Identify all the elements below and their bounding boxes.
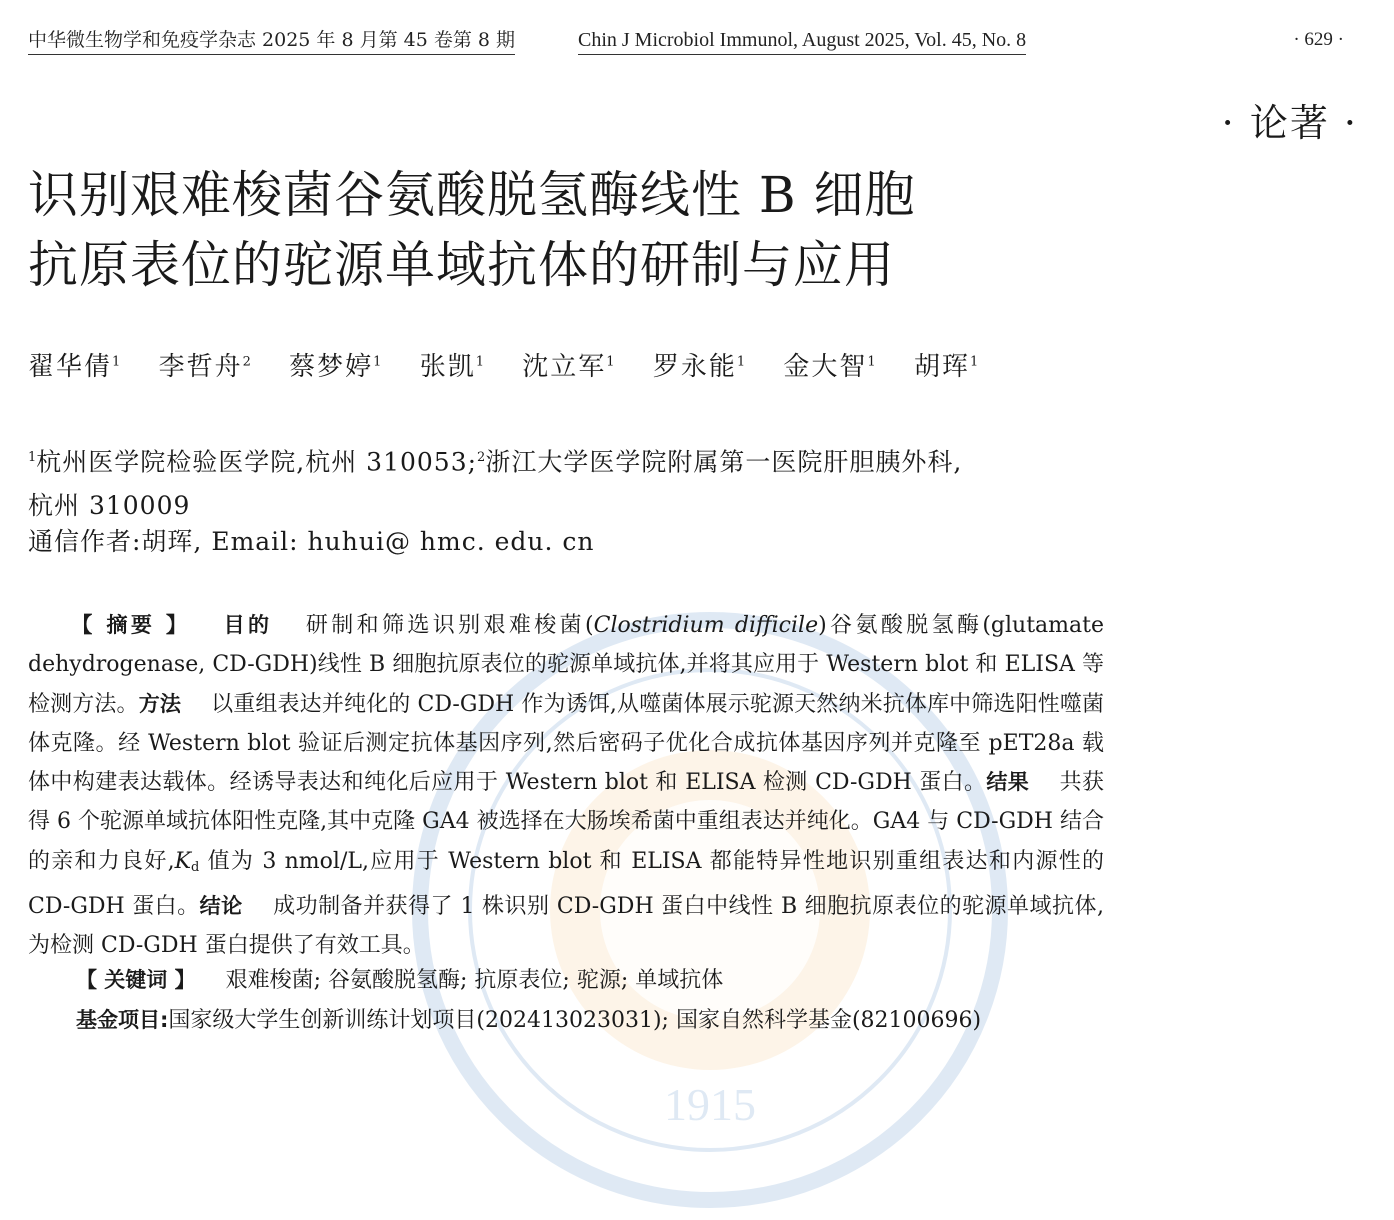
affiliations	[28, 436, 1108, 528]
conclusion-text: 成功制备并获得了 1 株识别 CD-GDH 蛋白中线性 B 细胞抗原表位的驼源单域抗体,为检测 CD-GDH 蛋白提供了有效工具。	[28, 894, 1104, 959]
objective-text-cont: )谷氨酸脱氢酶(glutamate dehydrogenase, CD-GDH)线性 B 细胞抗原表位的驼源单域抗体,并将其应用于 Western blot 和 ELISA 等检测方法。	[28, 613, 1105, 717]
author	[159, 352, 251, 382]
author-name: 蔡梦婷	[289, 352, 374, 382]
author-name: 李哲舟	[158, 352, 243, 382]
keywords-text: 艰难梭菌; 谷氨酸脱氢酶; 抗原表位; 驼源; 单域抗体	[225, 968, 724, 993]
author-name: 沈立军	[522, 352, 607, 382]
author-affiliation-mark: 1	[373, 354, 382, 370]
objective-text: 研制和筛选识别艰难梭菌(	[302, 613, 594, 638]
author-name: 金大智	[783, 352, 868, 382]
keywords-label: 【 关键词 】	[76, 968, 196, 992]
author-affiliation-mark: 2	[242, 354, 251, 370]
section-tag: · 论著 ·	[1221, 101, 1358, 145]
author-name: 胡珲	[913, 352, 970, 382]
conclusion-label: 结论	[199, 894, 243, 919]
methods-text: 以重组表达并纯化的 CD-GDH 作为诱饵,从噬菌体展示驼源天然纳米抗体库中筛选阳性噬菌体克隆。经 Western blot 验证后测定抗体基因序列,然后密码子优化合成抗体基因序列并克隆至 pET28a 载体中构建表达载体。经诱导表达和纯化后应用于 Western blot 和 ELISA 检测 CD-GDH 蛋白。	[28, 691, 1104, 796]
author-list	[28, 346, 1008, 383]
author	[28, 352, 120, 382]
kd-subscript: d	[191, 859, 200, 875]
author-affiliation-mark: 1	[736, 354, 746, 370]
author	[653, 352, 745, 382]
author-affiliation-mark: 1	[112, 354, 121, 370]
keywords	[76, 962, 723, 999]
affiliation-2: 浙江大学医学院附属第一医院肝胆胰外科,	[485, 447, 963, 477]
title-line-1: 识别艰难梭菌谷氨酸脱氢酶线性 B 细胞	[28, 166, 916, 224]
results-label: 结果	[986, 770, 1030, 795]
objective-label: 目的	[220, 613, 273, 637]
affiliation-mark-1: 1	[28, 450, 37, 465]
affiliation-1: 杭州医学院检验医学院,杭州 310053;	[36, 447, 478, 477]
author-name: 罗永能	[652, 352, 737, 382]
author-affiliation-mark: 1	[969, 354, 979, 370]
abstract	[28, 606, 1104, 966]
journal-header-english: Chin J Microbiol Immunol, August 2025, Vol. 45, No. 8	[578, 26, 1026, 55]
author-name: 张凯	[419, 352, 476, 382]
funding	[76, 1002, 981, 1039]
author	[522, 352, 614, 382]
article-title	[28, 160, 916, 300]
author	[289, 352, 381, 382]
author-affiliation-mark: 1	[475, 354, 484, 370]
author	[783, 352, 875, 382]
author	[914, 352, 978, 382]
species-name: Clostridium difficile	[593, 613, 819, 638]
page-number: · 629 ·	[1293, 29, 1344, 50]
affiliation-2-city: 杭州 310009	[28, 491, 191, 521]
results-text: 共获得 6 个驼源单域抗体阳性克隆,其中克隆 GA4 被选择在大肠埃希菌中重组表达并纯化。GA4 与 CD-GDH 结合的亲和力良好,	[28, 770, 1104, 874]
funding-label: 基金项目:	[76, 1008, 169, 1032]
journal-header-chinese: 中华微生物学和免疫学杂志 2025 年 8 月第 45 卷第 8 期	[28, 26, 515, 55]
results-text-cont: 值为 3 nmol/L,应用于 Western blot 和 ELISA 都能特异性地识别重组表达和内源性的 CD-GDH 蛋白。	[28, 848, 1104, 920]
author	[420, 352, 484, 382]
corresponding-author: 通信作者:胡珲, Email: huhui@ hmc. edu. cn	[28, 527, 595, 556]
title-line-2: 抗原表位的驼源单域抗体的研制与应用	[28, 236, 895, 294]
funding-text: 国家级大学生创新训练计划项目(202413023031); 国家自然科学基金(82100696)	[168, 1008, 982, 1033]
affiliation-mark-2: 2	[477, 450, 486, 465]
author-affiliation-mark: 1	[606, 354, 615, 370]
methods-label: 方法	[138, 691, 181, 716]
kd-symbol: K	[174, 848, 192, 874]
abstract-label: 【 摘要 】	[68, 613, 191, 637]
seal-year: 1915	[664, 1079, 756, 1130]
author-affiliation-mark: 1	[867, 354, 876, 370]
author-name: 翟华倩	[28, 352, 113, 382]
